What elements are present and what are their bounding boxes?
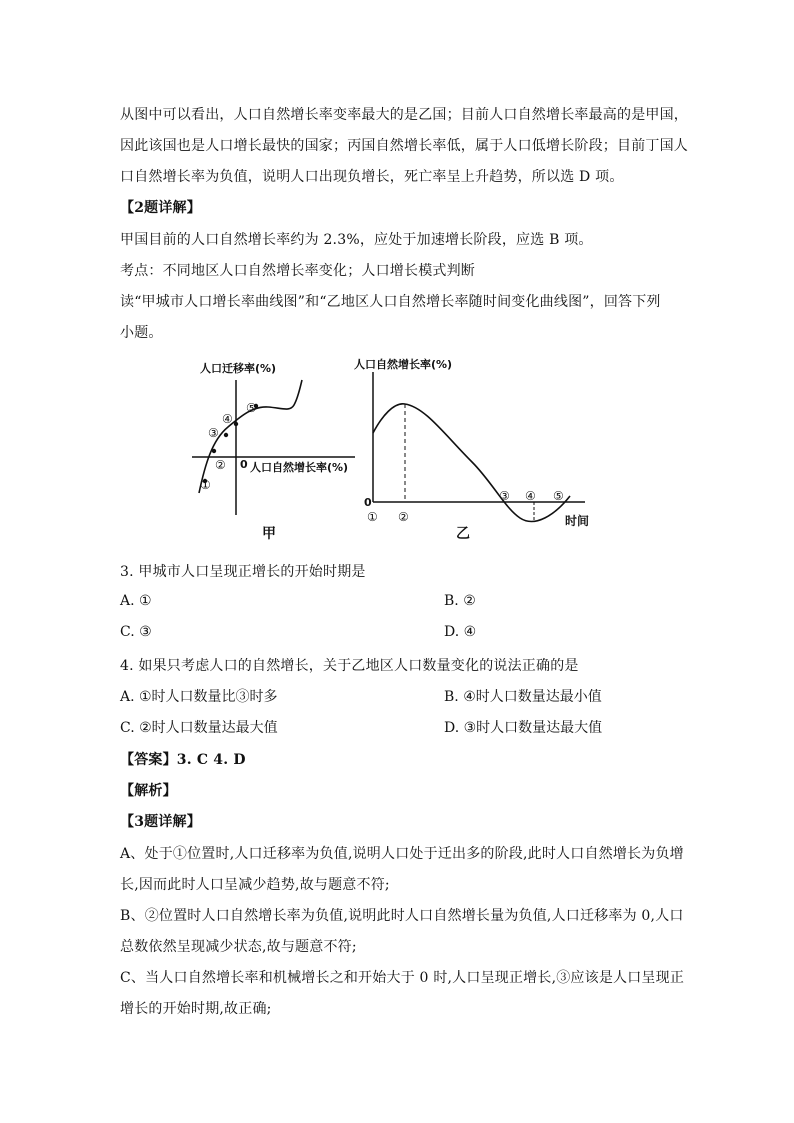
jia-label-2: ② bbox=[215, 458, 226, 472]
q3-option-b: B. ② bbox=[444, 593, 476, 609]
text-line: 因此该国也是人口增长最快的国家；丙国自然增长率低，属于人口低增长阶段；目前丁国人 bbox=[120, 138, 688, 154]
yi-label-3: ③ bbox=[499, 489, 510, 503]
kaodian-text: 考点：不同地区人口自然增长率变化；人口增长模式判断 bbox=[120, 263, 475, 279]
jia-origin: 0 bbox=[240, 458, 248, 471]
q4-option-c: C. ②时人口数量达最大值 bbox=[120, 720, 278, 736]
q4-option-b: B. ④时人口数量达最小值 bbox=[444, 689, 602, 705]
yi-label-2: ② bbox=[398, 510, 409, 524]
jia-ylabel: 人口迁移率(%) bbox=[200, 362, 277, 375]
jiexi-heading: 【解析】 bbox=[120, 783, 177, 799]
jia-label-5: ⑤ bbox=[246, 401, 257, 415]
read-instruction: 读“甲城市人口增长率曲线图”和“乙地区人口自然增长率随时间变化曲线图”，回答下列 bbox=[120, 294, 661, 310]
q4-stem: 4. 如果只考虑人口的自然增长，关于乙地区人口数量变化的说法正确的是 bbox=[120, 658, 579, 674]
q4-option-d: D. ③时人口数量达最大值 bbox=[444, 720, 603, 736]
q2-text: 甲国目前的人口自然增长率约为 2.3%，应处于加速增长阶段，应选 B 项。 bbox=[120, 232, 593, 248]
q4-option-a: A. ①时人口数量比③时多 bbox=[120, 689, 278, 705]
yi-ylabel: 人口自然增长率(%) bbox=[354, 358, 453, 371]
analysis-line: C、当人口自然增长率和机械增长之和开始大于 0 时,人口呈现正增长,③应该是人口呈现正 bbox=[120, 970, 685, 986]
text-line: 口自然增长率为负值，说明人口出现负增长，死亡率呈上升趋势，所以选 D 项。 bbox=[120, 169, 624, 185]
yi-caption: 乙 bbox=[456, 526, 470, 542]
yi-label-5: ⑤ bbox=[553, 489, 564, 503]
population-figure bbox=[0, 350, 794, 550]
analysis-line: A、处于①位置时,人口迁移率为负值,说明人口处于迁出多的阶段,此时人口自然增长为负增 bbox=[120, 846, 684, 862]
chart-yi bbox=[354, 357, 589, 542]
jia-label-3: ③ bbox=[208, 426, 219, 440]
jia-caption: 甲 bbox=[262, 526, 276, 542]
jia-point-2 bbox=[212, 449, 216, 453]
yi-origin: 0 bbox=[364, 496, 372, 509]
q3-stem: 3. 甲城市人口呈现正增长的开始时期是 bbox=[120, 564, 366, 580]
chart-jia bbox=[192, 361, 355, 542]
q3-option-c: C. ③ bbox=[120, 624, 152, 640]
yi-curve bbox=[373, 404, 570, 522]
yi-xlabel: 时间 bbox=[565, 514, 590, 528]
jia-point-3 bbox=[224, 433, 228, 437]
jia-xlabel: 人口自然增长率(%) bbox=[250, 461, 349, 474]
q3-option-a: A. ① bbox=[120, 593, 152, 609]
analysis-line: 长,因而此时人口呈减少趋势,故与题意不符; bbox=[120, 877, 390, 893]
read-instruction: 小题。 bbox=[120, 325, 163, 341]
q3-heading: 【3题详解】 bbox=[120, 814, 201, 830]
analysis-line: 增长的开始时期,故正确; bbox=[120, 1001, 272, 1017]
q2-heading: 【2题详解】 bbox=[120, 200, 201, 216]
jia-label-4: ④ bbox=[222, 412, 233, 426]
jia-point-4 bbox=[234, 422, 238, 426]
jia-label-1: ① bbox=[200, 478, 211, 492]
yi-label-4: ④ bbox=[525, 489, 536, 503]
analysis-line: 总数依然呈现减少状态,故与题意不符; bbox=[120, 939, 357, 955]
yi-label-1: ① bbox=[367, 510, 378, 524]
text-line: 从图中可以看出，人口自然增长率变率最大的是乙国；目前人口自然增长率最高的是甲国， bbox=[120, 107, 688, 123]
q3-option-d: D. ④ bbox=[444, 624, 477, 640]
analysis-line: B、②位置时人口自然增长率为负值,说明此时人口自然增长量为负值,人口迁移率为 0,人口 bbox=[120, 908, 684, 924]
answer-line: 【答案】3. C 4. D bbox=[120, 752, 246, 768]
